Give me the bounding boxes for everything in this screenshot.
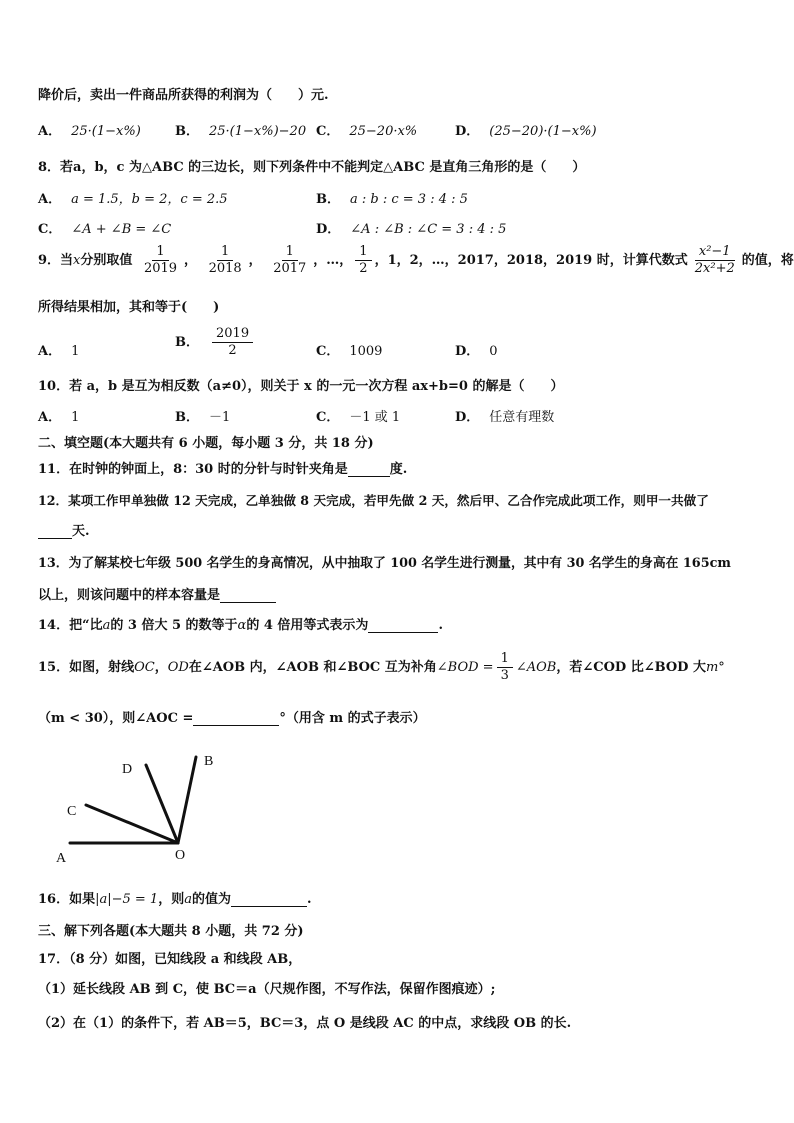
q13-text-line2: 以上，则该问题中的样本容量是 [38,584,276,603]
section-3-heading: 三、解下列各题(本大题共 8 小题，共 72 分) [38,924,304,939]
q9-option-b: B． $\frac{2019}{2}$ [175,326,256,359]
q15-text-line2: （m < 30），则∠AOC = °（用含 m 的式子表示） [38,711,426,726]
q11-text: 11．在时钟的钟面上，8：30 时的分针与时针夹角是 度. [38,462,408,477]
q15-text: 15．如图，射线OC，OD在∠AOB 内，∠AOB 和∠BOC 互为补角∠BOD = $\frac{1}{3}$ ∠AOB，若∠COD 比∠BOD 大m° [38,651,725,683]
fraction-1-2019: $\frac{1}{2019}$ [143,244,178,276]
q9-text-line2: 所得结果相加，其和等于( ) [38,300,220,315]
fraction-1-2018: $\frac{1}{2018}$ [208,244,242,276]
q9-option-a: A． 1 [38,344,80,359]
q17-part-1: （1）延长线段 AB 到 C，使 BC＝a（尺规作图，不写作法，保留作图痕迹）; [38,982,496,997]
q17-part-2: （2）在（1）的条件下，若 AB＝5，BC＝3，点 O 是线段 AC 的中点，求线段 OB 的长. [38,1016,572,1031]
q14-text: 14．把“比a的 3 倍大 5 的数等于α的 4 倍用等式表示为 . [38,618,443,633]
q7-text: 降价后，卖出一件商品所获得的利润为（ ）元. [38,88,329,103]
q10-option-c: C． －1 或 1 [316,410,401,425]
q7-option-d: D． (25−20)·(1−x%) [455,124,597,139]
label-c: C [67,804,77,819]
q7-option-b: B． 25·(1−x%)−20 [175,124,307,139]
expression-fraction: $\frac{\text{x²−1}}{\text{2x²+2}}$ [694,244,735,276]
q13-text: 13．为了解某校七年级 500 名学生的身高情况，从中抽取了 100 名学生进行测量，其中有 30 名学生的身高在 165cm [38,556,731,571]
q8-option-b: B． a : b : c = 3 : 4 : 5 [316,192,468,207]
angle-figure [50,745,230,870]
fraction-one-third: $\frac{1}{3}$ [497,651,513,684]
label-b: B [204,754,214,769]
fraction-1-2017: $\frac{1}{2017}$ [273,244,307,276]
q9-text: 9．当x分别取值 $\frac{1}{2019}$ ， $\frac{1}{2018}$ ， $\frac{1}{2017}$ ，…， $\frac{1}{2}$ ，1，2，…，2017，2018，2019 时，计算代数式 $\frac{\text{x²−1}}{\text{2x²+2}}$ 的值，将 [38,244,794,276]
answer-blank [231,892,307,907]
q12-text-line2: 天. [38,520,90,539]
q16-text: 16．如果|a|−5 = 1，则a的值为 . [38,892,312,907]
label-d: D [122,762,133,777]
label-o: O [175,848,186,863]
answer-blank [38,524,72,539]
q7-option-a: A． 25·(1−x%) [38,124,141,139]
answer-blank [220,588,276,603]
ray-ob [178,757,196,843]
q7-option-c: C． 25−20·x% [316,124,418,139]
fraction-1-2: $\frac{1}{2}$ [355,244,371,277]
q8-option-a: A． a = 1.5，b = 2，c = 2.5 [38,192,228,207]
q9-option-c: C． 1009 [316,344,383,359]
q9-option-d: D． 0 [455,344,498,359]
answer-blank [348,462,390,477]
q10-option-b: B． －1 [175,410,231,425]
q17-text: 17．（8 分）如图，已知线段 a 和线段 AB， [38,952,302,967]
q10-text: 10．若 a，b 是互为相反数（a≠0），则关于 x 的一元一次方程 ax+b=0 的解是（ ） [38,379,564,394]
q12-text: 12．某项工作甲单独做 12 天完成，乙单独做 8 天完成，若甲先做 2 天，然后甲、乙合作完成此项工作，则甲一共做了 [38,493,709,508]
q8-option-d: D． ∠A : ∠B : ∠C = 3 : 4 : 5 [316,222,507,237]
answer-blank [368,618,438,633]
label-a: A [56,851,67,866]
q10-option-d: D． 任意有理数 [455,410,555,425]
q8-text: 8．若a，b，c 为△ABC 的三边长，则下列条件中不能判定△ABC 是直角三角形的是（ ） [38,160,586,175]
q8-option-c: C． ∠A + ∠B = ∠C [38,222,172,237]
q10-option-a: A． 1 [38,410,80,425]
section-2-heading: 二、填空题(本大题共有 6 小题，每小题 3 分，共 18 分) [38,436,374,451]
answer-blank [193,711,279,726]
